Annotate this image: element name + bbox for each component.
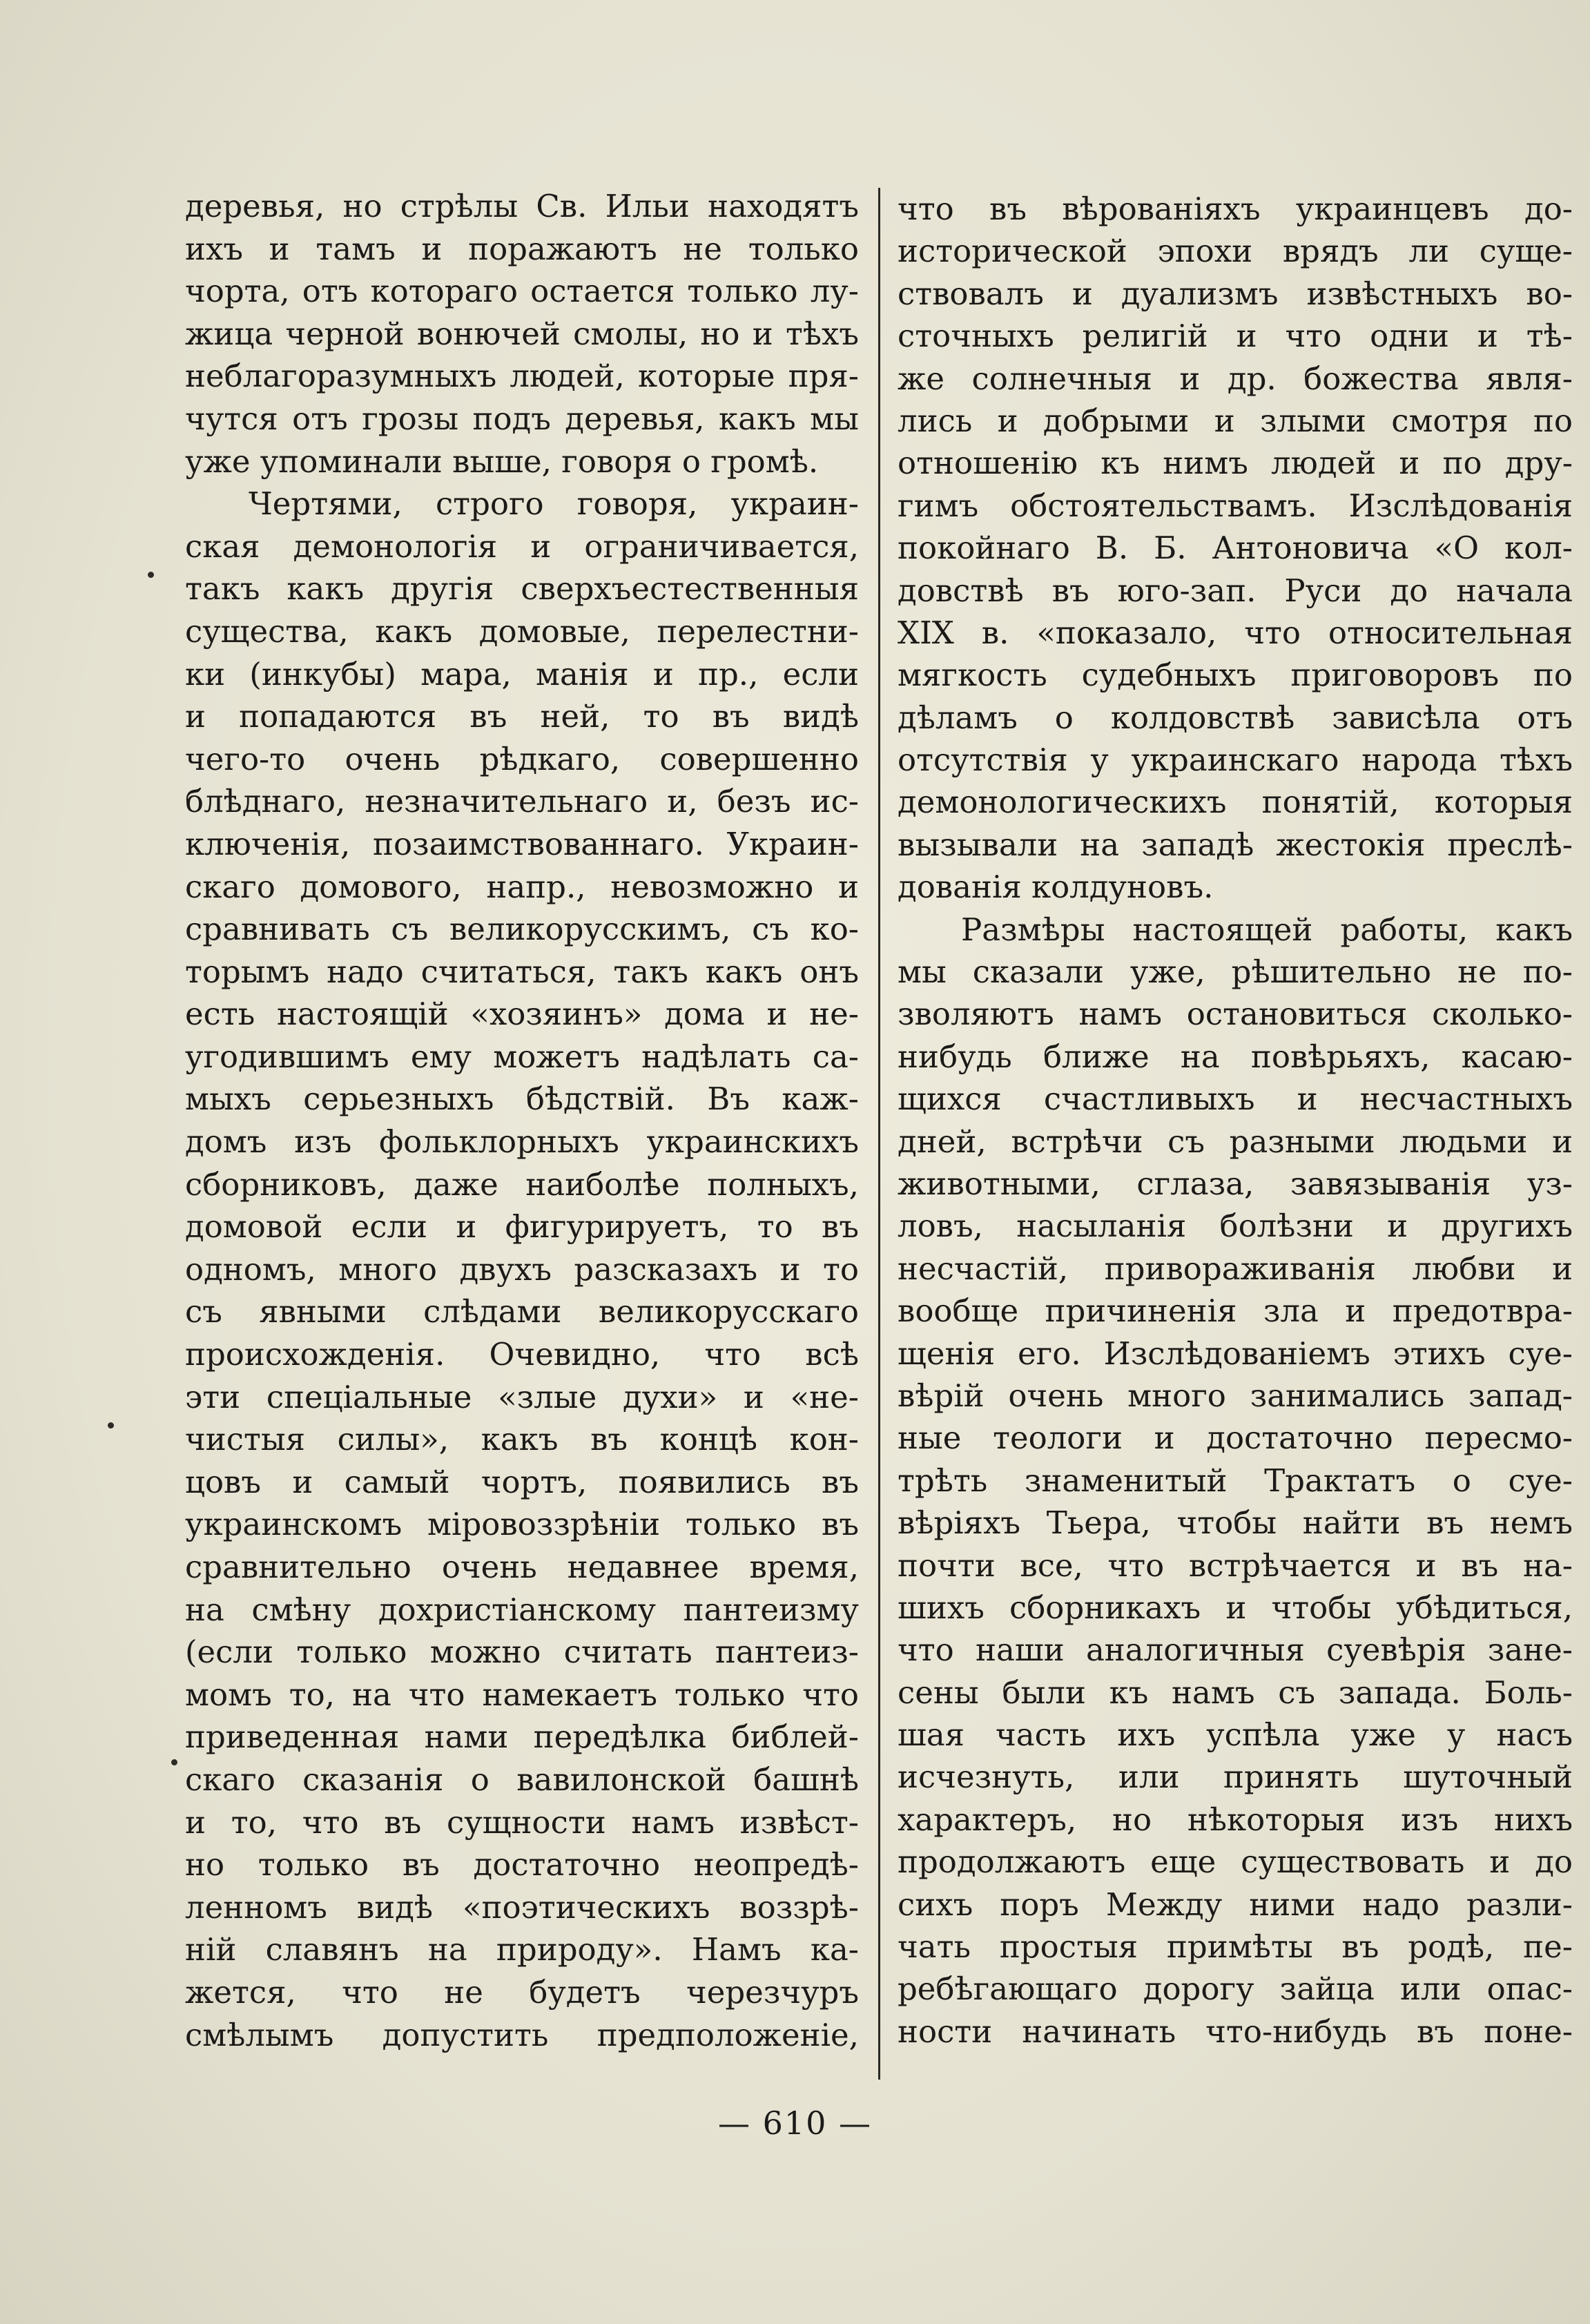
text-line: жется, что не будетъ черезчуръ (185, 1973, 859, 2011)
text-line: отсутствія у украинскаго народа тѣхъ (898, 742, 1573, 779)
text-line: скаго домового, напр., невозможно и (185, 868, 859, 905)
text-line: сточныхъ религій и что одни и тѣ- (898, 318, 1573, 355)
text-line: шихъ сборникахъ и чтобы убѣдиться, (898, 1589, 1573, 1626)
text-line: одномъ, много двухъ разсказахъ и то (185, 1250, 859, 1288)
text-line: ленномъ видѣ «поэтическихъ воззрѣ- (185, 1888, 859, 1926)
column-divider (878, 188, 880, 2080)
text-line: мы сказали уже, рѣшительно не по- (898, 953, 1573, 991)
text-line: покойнаго В. Б. Антоновича «О кол- (898, 530, 1573, 567)
text-line: XIX в. «показало, что относительная (898, 614, 1573, 651)
text-line: приведенная нами передѣлка библей- (185, 1718, 859, 1756)
text-line: нибудь ближе на повѣрьяхъ, касаю- (898, 1038, 1573, 1075)
text-line: домовой если и фигурируетъ, то въ (185, 1208, 859, 1246)
text-line: дней, встрѣчи съ разными людьми и (898, 1123, 1573, 1160)
text-line: исчезнуть, или принять шуточный (898, 1759, 1573, 1796)
text-line: происхожденія. Очевидно, что всѣ (185, 1336, 859, 1373)
text-line: существа, какъ домовые, перелестни- (185, 612, 859, 650)
text-line: скаго сказанія о вавилонской башнѣ (185, 1761, 859, 1798)
text-line: почти все, что встрѣчается и въ на- (898, 1547, 1573, 1584)
text-line: ребѣгающаго дорогу зайца или опас- (898, 1970, 1573, 2008)
text-line: неблагоразумныхъ людей, которые пря- (185, 358, 859, 395)
text-line: вѣріяхъ Тьера, чтобы найти въ немъ (898, 1504, 1573, 1542)
text-line: дованія колдуновъ. (898, 869, 1214, 906)
text-line: есть настоящій «хозяинъ» дома и не- (185, 996, 859, 1033)
text-line: такъ какъ другія сверхъестественныя (185, 570, 859, 608)
text-line: и то, что въ сущности намъ извѣст- (185, 1803, 859, 1841)
text-line: сравнивать съ великорусскимъ, съ ко- (185, 911, 859, 948)
text-line: украинскомъ міровоззрѣніи только въ (185, 1506, 859, 1543)
text-line: вообще причиненія зла и предотвра- (898, 1292, 1573, 1330)
text-line: жица черной вонючей смолы, но и тѣхъ (185, 315, 859, 352)
text-line: сборниковъ, даже наиболѣе полныхъ, (185, 1165, 859, 1203)
text-line: но только въ достаточно неопредѣ- (185, 1846, 859, 1884)
text-line: на смѣну дохристіанскому пантеизму (185, 1591, 859, 1628)
text-line: сравнительно очень недавнее время, (185, 1549, 859, 1585)
text-line: чутся отъ грозы подъ деревья, какъ мы (185, 400, 859, 437)
text-line: щихся счастливыхъ и несчастныхъ (898, 1081, 1573, 1118)
text-line: вѣрій очень много занимались запад- (898, 1377, 1573, 1414)
text-line: ихъ и тамъ и поражаютъ не только (185, 230, 859, 267)
text-line: ключенія, позаимствованнаго. Украин- (185, 825, 859, 862)
text-line: дѣламъ о колдовствѣ зависѣла отъ (898, 699, 1573, 736)
text-line: щенія его. Изслѣдованіемъ этихъ суе- (898, 1335, 1573, 1372)
text-line: эти спеціальные «злые духи» и «не- (185, 1378, 859, 1415)
page-number: — 610 — (717, 2104, 873, 2142)
text-line: блѣднаго, незначительнаго и, безъ ис- (185, 783, 859, 820)
text-line: мягкость судебныхъ приговоровъ по (898, 657, 1573, 694)
ink-speck (108, 1422, 114, 1429)
right-column (898, 188, 1573, 2053)
text-line: демонологическихъ понятій, которыя (898, 784, 1573, 821)
text-line: и попадаются въ ней, то въ видѣ (185, 698, 859, 735)
text-line: момъ то, на что намекаетъ только что (185, 1676, 859, 1713)
text-line: угодившимъ ему можетъ надѣлать са- (185, 1038, 859, 1075)
text-line: ствовалъ и дуализмъ извѣстныхъ во- (898, 275, 1573, 312)
text-line: чего-то очень рѣдкаго, совершенно (185, 740, 859, 777)
text-line: ній славянъ на природу». Намъ ка- (185, 1931, 859, 1968)
text-line: лись и добрыми и злыми смотря по (898, 402, 1573, 439)
text-line: сены были къ намъ съ запада. Боль- (898, 1674, 1573, 1711)
text-line: гимъ обстоятельствамъ. Изслѣдованія (898, 487, 1573, 524)
text-line: уже упоминали выше, говоря о громѣ. (185, 443, 819, 480)
ink-speck (148, 572, 154, 578)
text-line: вызывали на западѣ жестокія преслѣ- (898, 826, 1573, 863)
text-line: деревья, но стрѣлы Св. Ильи находятъ (185, 188, 859, 224)
text-line: мыхъ серьезныхъ бѣдствій. Въ каж- (185, 1081, 859, 1118)
text-line: животными, сглаза, завязыванія уз- (898, 1165, 1573, 1202)
text-line: исторической эпохи врядъ ли суще- (898, 233, 1573, 270)
text-line: характеръ, но нѣкоторыя изъ нихъ (898, 1801, 1573, 1838)
text-line: торымъ надо считаться, такъ какъ онъ (185, 953, 859, 990)
paragraph-start-line: Размѣры настоящей работы, какъ (961, 911, 1573, 948)
text-line: шая часть ихъ успѣла уже у насъ (898, 1716, 1573, 1754)
paragraph-start-line: Чертями, строго говоря, украин- (249, 485, 859, 523)
text-line: несчастій, привораживанія любви и (898, 1250, 1573, 1287)
text-line: цовъ и самый чортъ, появились въ (185, 1463, 859, 1500)
left-column (185, 185, 859, 2056)
text-line: что наши аналогичныя суевѣрія зане- (898, 1631, 1573, 1669)
text-line: продолжаютъ еще существовать и до (898, 1843, 1573, 1881)
text-line: сихъ поръ Между ними надо разли- (898, 1886, 1573, 1923)
text-line: что въ вѣрованіяхъ украинцевъ до- (898, 191, 1573, 227)
text-line: съ явными слѣдами великорусскаго (185, 1293, 859, 1330)
text-line: трѣть знаменитый Трактатъ о суе- (898, 1462, 1573, 1499)
text-line: ская демонологія и ограничивается, (185, 527, 859, 565)
text-line: отношенію къ нимъ людей и по дру- (898, 445, 1573, 482)
text-line: (если только можно считать пантеиз- (185, 1634, 859, 1671)
text-line: довствѣ въ юго-зап. Руси до начала (898, 572, 1573, 609)
text-line: ловъ, насыланія болѣзни и другихъ (898, 1208, 1573, 1245)
text-line: ные теологи и достаточно пересмо- (898, 1420, 1573, 1457)
text-line: чать простыя примѣты въ родѣ, пе- (898, 1928, 1573, 1966)
text-line: чистыя силы», какъ въ концѣ кон- (185, 1421, 859, 1458)
ink-speck (171, 1759, 177, 1765)
text-line: ки (инкубы) мара, манія и пр., если (185, 655, 859, 693)
text-line: чорта, отъ котораго остается только лу- (185, 273, 859, 310)
text-line: же солнечныя и др. божества явля- (898, 360, 1573, 397)
text-line: зволяютъ намъ остановиться сколько- (898, 996, 1573, 1033)
text-line: ности начинать что-нибудь въ поне- (898, 2013, 1573, 2050)
text-line: домъ изъ фольклорныхъ украинскихъ (185, 1123, 859, 1161)
text-line: смѣлымъ допустить предположеніе, (185, 2016, 859, 2053)
